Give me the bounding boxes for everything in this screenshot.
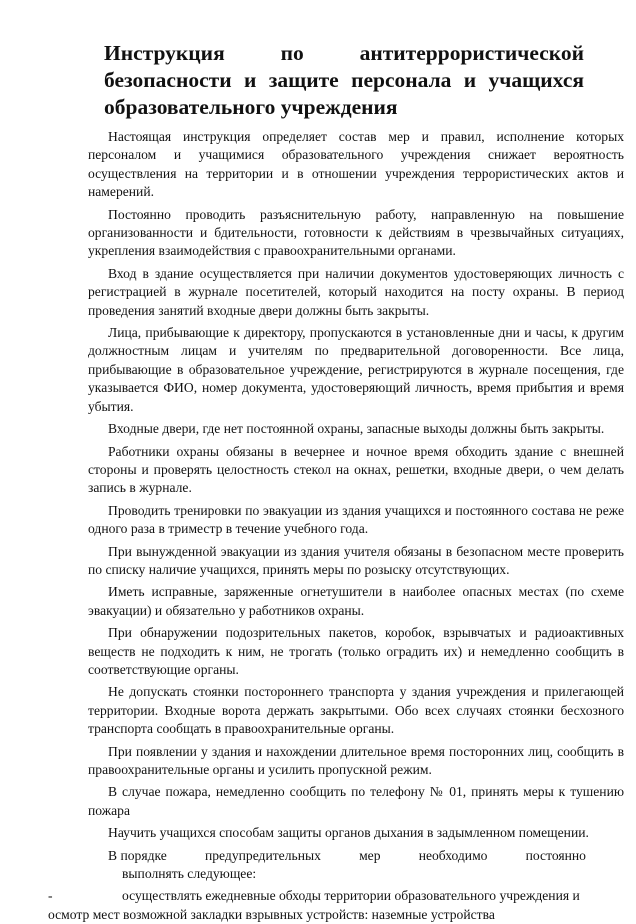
list-item [48,887,624,905]
paragraph: Не допускать стоянки постороннего транспорта у здания учреждения и прилегающей территории. Входные ворота держать закрытыми. Обо всех случаях стоянки бесхозного транспорта сообщать в правоохранительные органы. [88,684,624,737]
paragraph: Иметь исправные, заряженные огнетушители в наиболее опасных местах (по схеме эвакуации) и обязательно у работников охраны. [88,584,624,618]
paragraph: Работники охраны обязаны в вечернее и ночное время обходить здание с внешней стороны и проверять целостность стекол на окнах, решетки, входные двери, о чем делать запись в журнале. [88,443,624,496]
list-marker: - [48,888,53,904]
measures-word: необходимо [418,847,488,863]
list-item-text: осуществлять ежедневные обходы территории образовательного учреждения и [122,888,580,904]
paragraph: В случае пожара, немедленно сообщить по телефону № 01, принять меры к тушению пожара [88,784,624,818]
paragraph: Вход в здание осуществляется при наличии документов удостоверяющих личность с регистрацией в журнале посетителей, который находится на посту охраны. В период проведения занятий входные двери должны быть закрыты. [88,265,624,318]
paragraph: При вынужденной эвакуации из здания учителя обязаны в безопасном месте проверить по списку наличие учащихся, принять меры по розыску отсутствующих. [88,543,624,577]
measures-word: постоянно [525,847,586,863]
list-item-continuation: осмотр мест возможной закладки взрывных устройств: наземные устройства [48,906,495,922]
paragraph: Проводить тренировки по эвакуации из здания учащихся и постоянного состава не реже одного раза в триместр в течение учебного года. [88,502,624,537]
document-body [48,128,624,924]
paragraph: Входные двери, где нет постоянной охраны, запасные выходы должны быть закрыты. [108,421,605,437]
paragraph: При обнаружении подозрительных пакетов, коробок, взрывчатых и радиоактивных веществ не подходить к ним, не трогать (только оградить их) и немедленно сообщить в соответствующие органы. [88,625,624,677]
paragraph: Постоянно проводить разъяснительную работу, направленную на повышение организованности и бдительности, готовности к действиям в чрезвычайных ситуациях, укрепления взаимодействия с правоохранительными органами. [88,206,624,259]
document-title: Инструкция по антитеррористической безопасности и защите персонала и учащихся образовательного учреждения [104,41,584,119]
measures-word: предупредительных [204,847,321,863]
measures-continuation: выполнять следующее: [122,866,257,882]
paragraph: При появлении у здания и нахождении длительное время посторонних лиц, сообщить в правоохранительные органы и усилить пропускной режим. [88,743,624,777]
paragraph: Научить учащихся способам защиты органов дыхания в задымленном помещении. [108,825,589,841]
measures-word: мер [359,847,381,863]
paragraph: Лица, прибывающие к директору, пропускаются в установленные дни и часы, к другим должностным лицам и учителям по предварительной договоренности. Все лица, прибывающие в образовательное учреждение, регистрируются в журнале посещения, где указывается ФИО, номер документа, удостоверяющий личность, время прибытия и время убытия. [88,325,624,414]
measures-word: В порядке [108,847,167,863]
measures-intro [108,847,586,865]
paragraph: Настоящая инструкция определяет состав мер и правил, исполнение которых персоналом и учащимися образовательного учреждения снижает вероятность осуществления на территории и в отношении учреждения террористических актов и намерений. [88,129,624,200]
